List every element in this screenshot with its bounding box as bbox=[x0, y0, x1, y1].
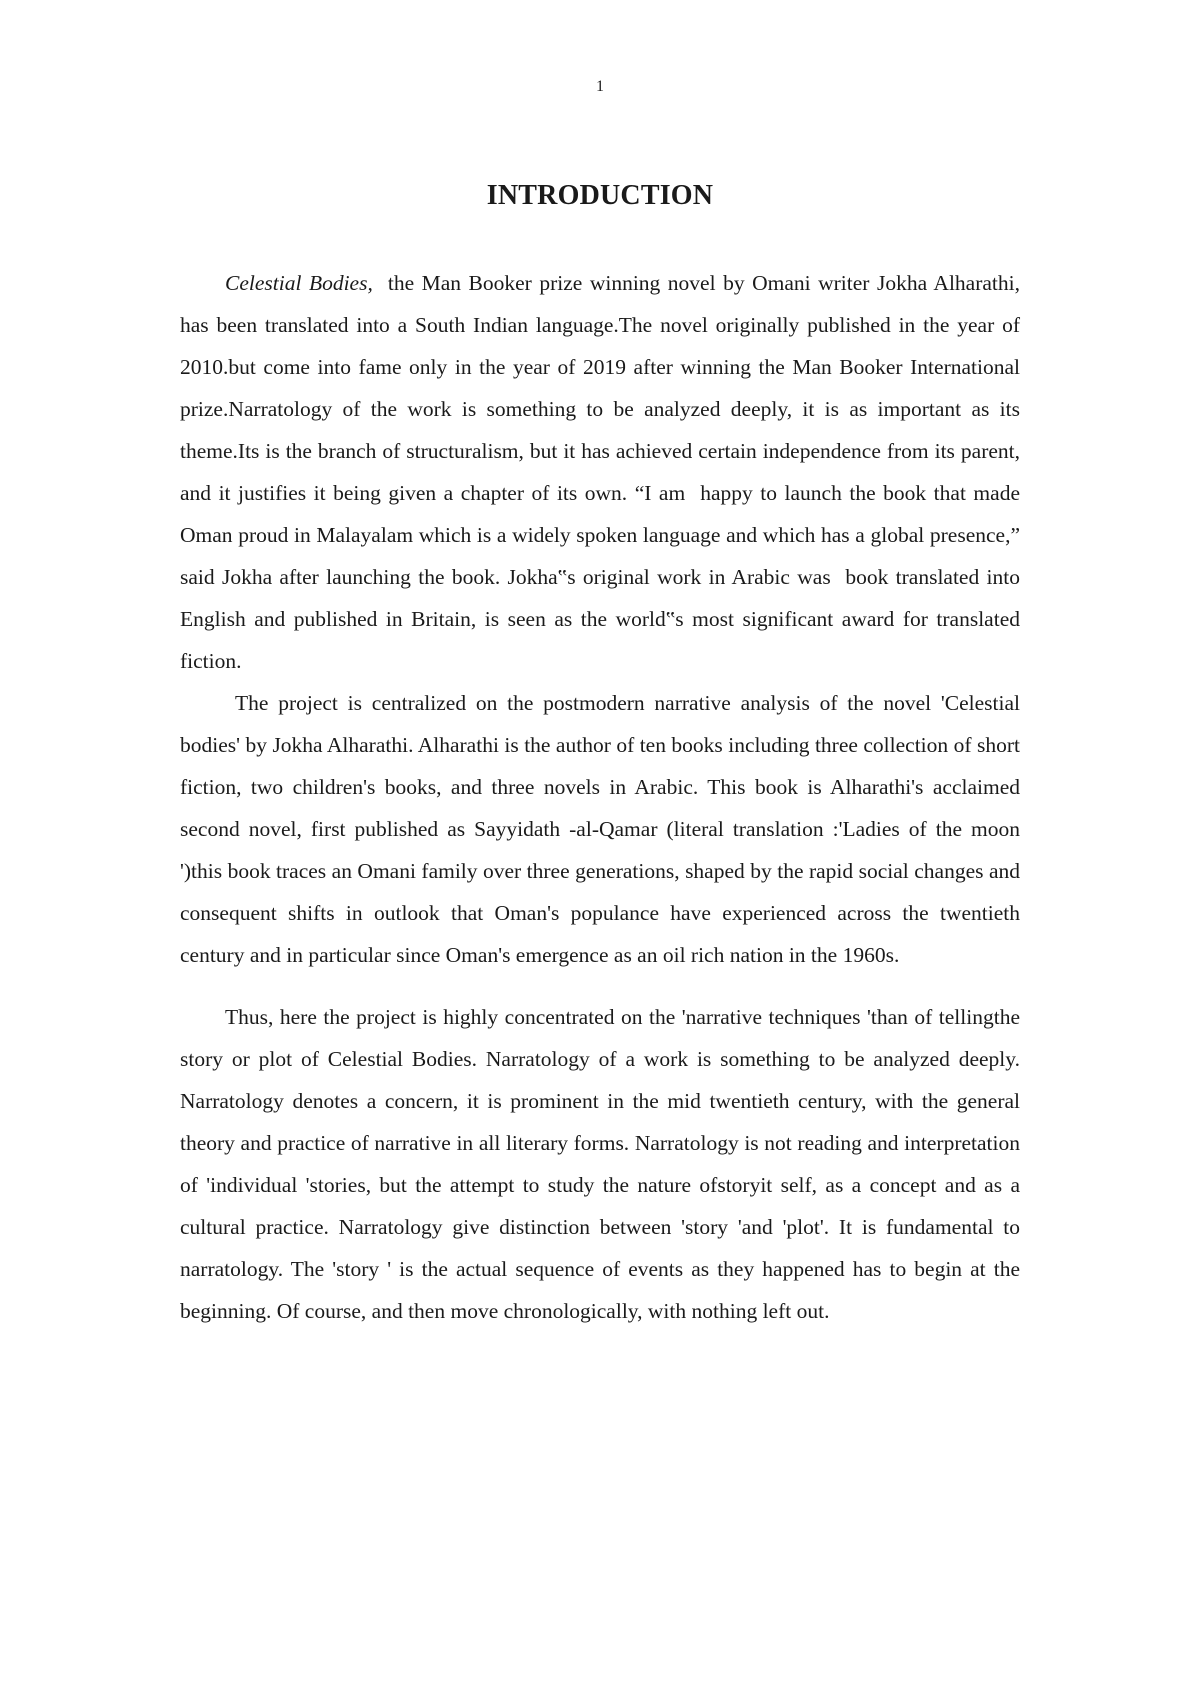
paragraph-1-text: the Man Booker prize winning novel by Omani writer Jokha Alharathi, has been translated into a South Indian language.The novel originally published in the year of 2010.but come into fame only in the year of 2019 after winning the Man Booker International prize.Narratology of the work is something to be analyzed deeply, it is as important as its theme.Its is the branch of structuralism, but it has achieved certain independence from its parent, and it justifies it being given a chapter of its own. “I am happy to launch the book that made Oman proud in Malayalam which is a widely spoken language and which has a global presence,” said Jokha after launching the book. Jokha‟s original work in Arabic was book translated into English and published in Britain, is seen as the world‟s most significant award for translated fiction. bbox=[180, 271, 1031, 673]
page-number: 1 bbox=[596, 78, 604, 95]
paragraph-3: Thus, here the project is highly concentrated on the 'narrative techniques 'than of tellingthe story or plot of Celestial Bodies. Narratology of a work is something to be analyzed deeply. Narratology denotes a concern, it is prominent in the mid twentieth century, with the general theory and practice of narrative in all literary forms. Narratology is not reading and interpretation of 'individual 'stories, but the attempt to study the nature ofstoryit self, as a concept and as a cultural practice. Narratology give distinction between 'story 'and 'plot'. It is fundamental to narratology. The 'story ' is the actual sequence of events as they happened has to begin at the beginning. Of course, and then move chronologically, with nothing left out. bbox=[180, 1005, 1020, 1323]
page-title: INTRODUCTION bbox=[486, 180, 714, 211]
paragraph-2: The project is centralized on the postmodern narrative analysis of the novel 'Celestial bodies' by Jokha Alharathi. Alharathi is the author of ten books including three collection of short fiction, two children's books, and three novels in Arabic. This book is Alharathi's acclaimed second novel, first published as Sayyidath -al-Qamar (literal translation :'Ladies of the moon ')this book traces an Omani family over three generations, shaped by the rapid social changes and consequent shifts in outlook that Oman's populance have experienced across the twentieth century and in particular since Oman's emergence as an oil rich nation in the 1960s. bbox=[180, 691, 1020, 967]
document-body bbox=[180, 262, 1031, 1332]
paragraph-1 bbox=[180, 262, 1031, 682]
book-title-italic: Celestial Bodies, bbox=[225, 271, 373, 295]
